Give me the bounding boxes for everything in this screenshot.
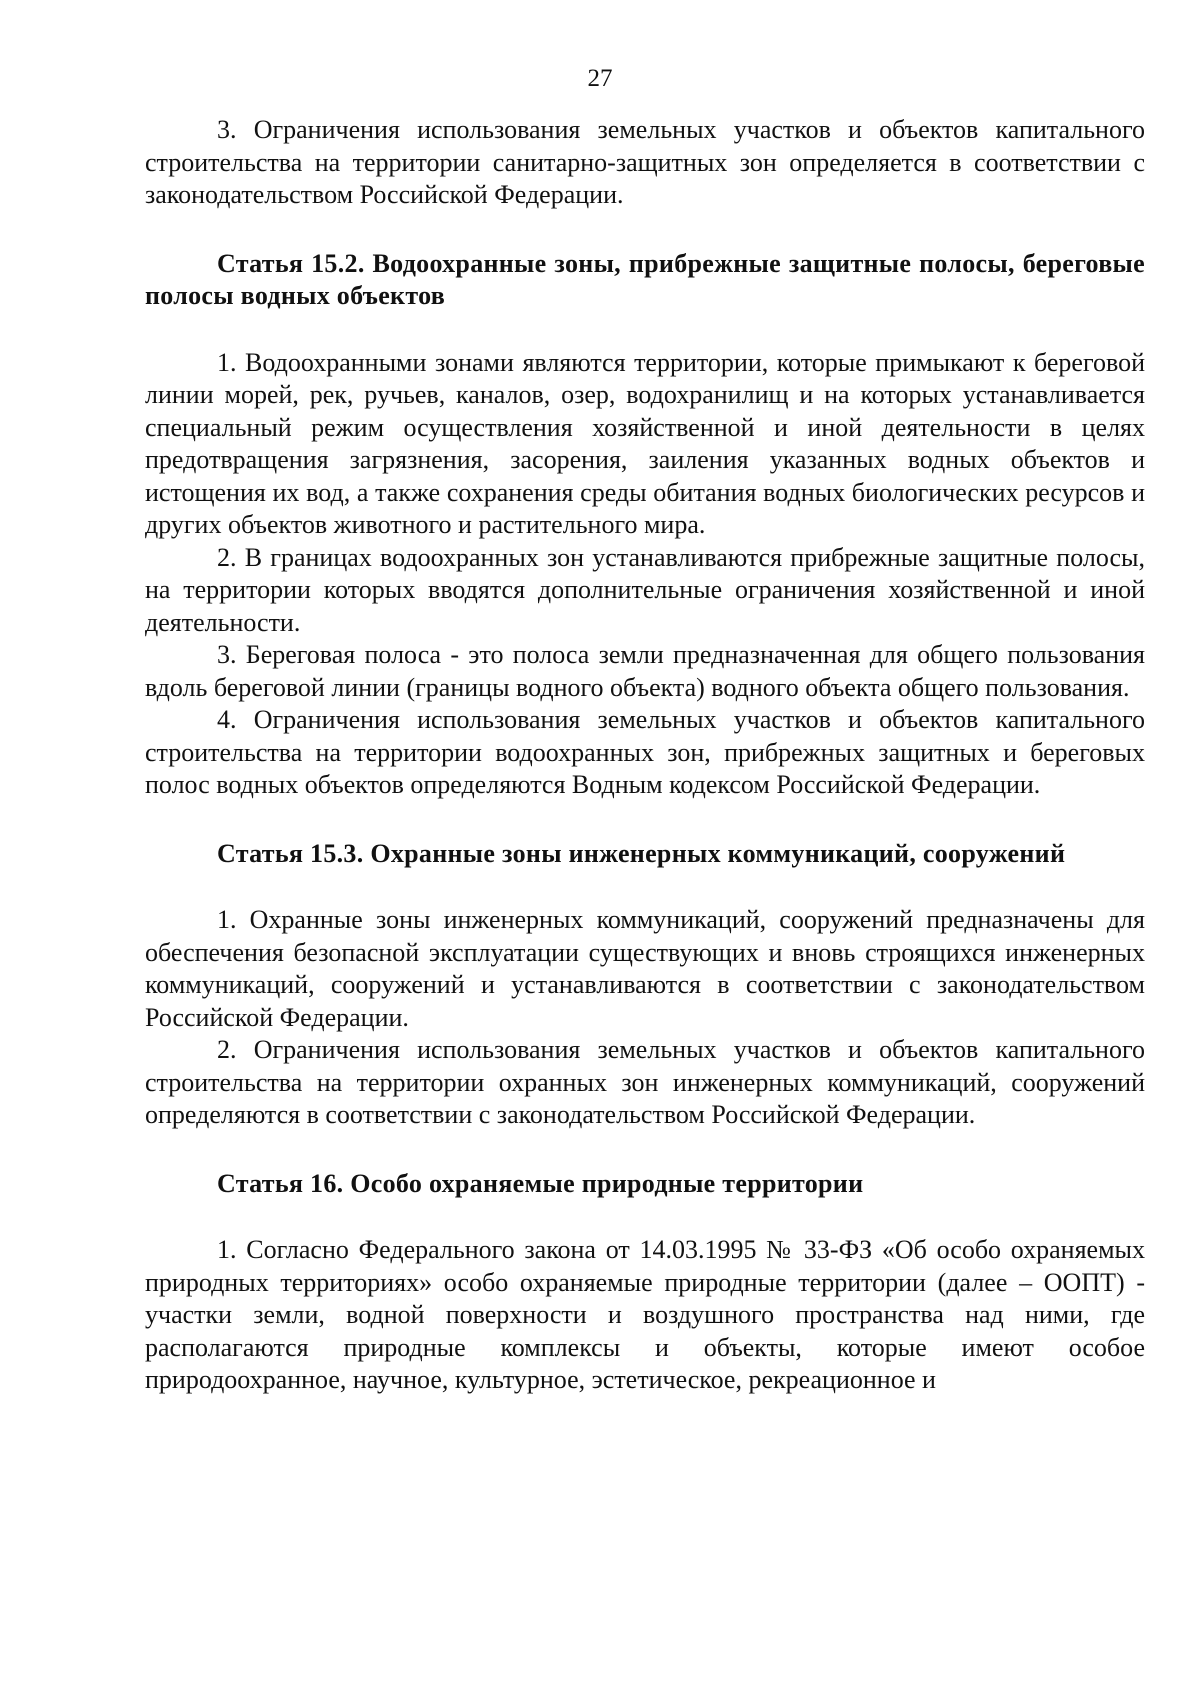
paragraph-engineering-zones-purpose: 1. Охранные зоны инженерных коммуникаций, сооружений предназначены для обеспечения безопасной эксплуатации существующих и вновь строящихся инженерных коммуникаций, сооружений и устанавливаются в соответствии с законодательством Российской Федерации. [145,905,1145,1032]
heading-article-16: Статья 16. Особо охраняемые природные территории [217,1168,864,1198]
document-body [145,114,1145,1397]
paragraph-water-zones-restrictions: 4. Ограничения использования земельных участков и объектов капитального строительства на территории водоохранных зон, прибрежных защитных и береговых полос водных объектов определяются Водным кодексом Российской Федерации. [145,705,1145,799]
page-number: 27 [587,65,613,92]
heading-article-15-3: Статья 15.3. Охранные зоны инженерных коммуникаций, сооружений [217,838,1066,868]
paragraph-protected-natural-areas: 1. Согласно Федерального закона от 14.03.1995 № 33-ФЗ «Об особо охраняемых природных территориях» особо охраняемые природные территории (далее – ООПТ) - участки земли, водной поверхности и воздушного пространства над ними, где располагаются природные комплексы и объекты, которые имеют особое природоохранное, научное, культурное, эстетическое, рекреационное и [145,1235,1145,1394]
paragraph-water-protection-zones: 1. Водоохранными зонами являются территории, которые примыкают к береговой линии морей, рек, ручьев, каналов, озер, водохранилищ и на которых устанавливается специальный режим осуществления хозяйственной и иной деятельности в целях предотвращения загрязнения, засорения, заиления указанных водных объектов и истощения их вод, а также сохранения среды обитания водных биологических ресурсов и других объектов животного и растительного мира. [145,347,1145,539]
paragraph-shore-strip: 3. Береговая полоса - это полоса земли предназначенная для общего пользования вдоль береговой линии (границы водного объекта) водного объекта общего пользования. [145,640,1145,702]
paragraph-coastal-protective-strips: 2. В границах водоохранных зон устанавливаются прибрежные защитные полосы, на территории которых вводятся дополнительные ограничения хозяйственной и иной деятельности. [145,542,1145,637]
paragraph-engineering-zones-restrictions: 2. Ограничения использования земельных участков и объектов капитального строительства на территории охранных зон инженерных коммуникаций, сооружений определяются в соответствии с законодательством Российской Федерации. [145,1035,1145,1129]
heading-article-15-2: Статья 15.2. Водоохранные зоны, прибрежные защитные полосы, береговые полосы водных объектов [145,248,1145,310]
paragraph-sanitary-zones-restrictions: 3. Ограничения использования земельных участков и объектов капитального строительства на территории санитарно-защитных зон определяется в соответствии с законодательством Российской Федерации. [145,115,1145,209]
